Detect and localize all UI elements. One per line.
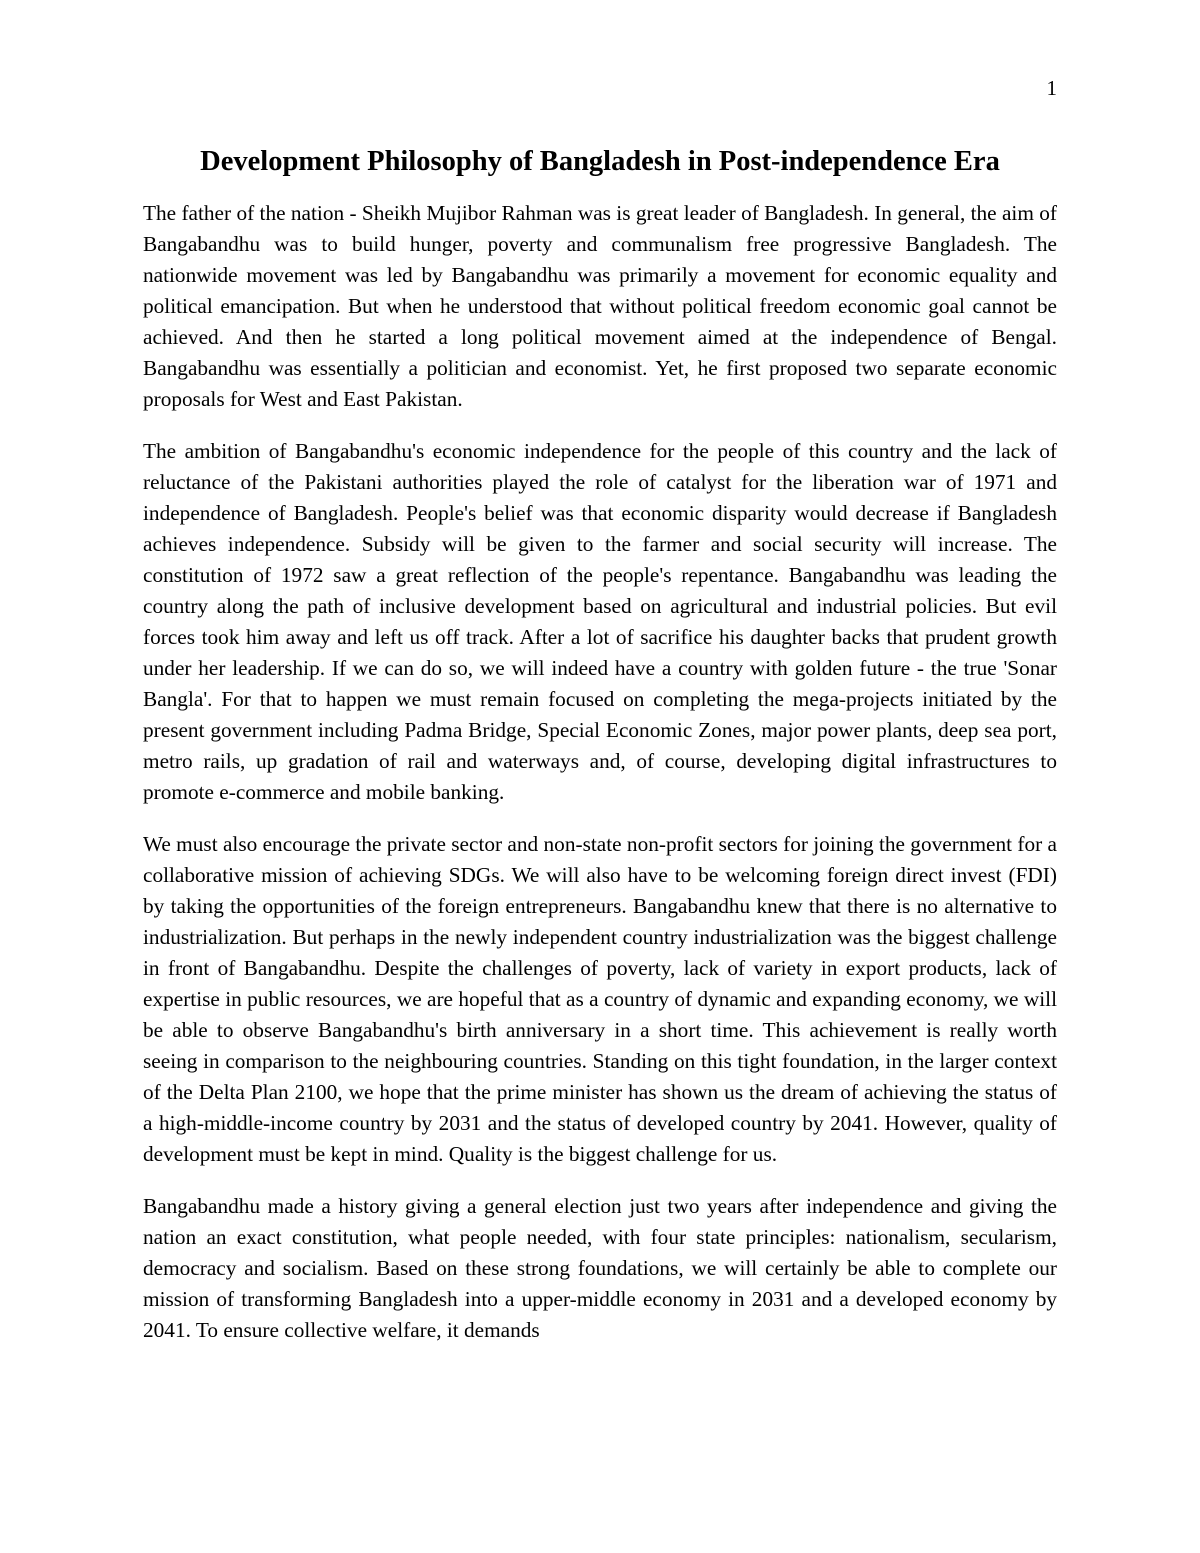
paragraph-3: We must also encourage the private sector and non-state non-profit sectors for joining the government for a collaborative mission of achieving SDGs. We will also have to be welcoming foreign direct invest (FDI) by taking the opportunities of the foreign entrepreneurs. Bangabandhu knew that there is no alternative to industrialization. But perhaps in the newly independent country industrialization was the biggest challenge in front of Bangabandhu. Despite the challenges of poverty, lack of variety in export products, lack of expertise in public resources, we are hopeful that as a country of dynamic and expanding economy, we will be able to observe Bangabandhu's birth anniversary in a short time. This achievement is really worth seeing in comparison to the neighbouring countries. Standing on this tight foundation, in the larger context of the Delta Plan 2100, we hope that the prime minister has shown us the dream of achieving the status of a high-middle-income country by 2031 and the status of developed country by 2041. However, quality of development must be kept in mind. Quality is the biggest challenge for us.	[143, 832, 1057, 1166]
page-number: 1	[1046, 76, 1057, 100]
paragraph-4: Bangabandhu made a history giving a general election just two years after independence and giving the nation an exact constitution, what people needed, with four state principles: nationalism, secularism, democracy and socialism. Based on these strong foundations, we will certainly be able to complete our mission of transforming Bangladesh into a upper-middle economy in 2031 and a developed economy by 2041. To ensure collective welfare, it demands	[143, 1194, 1057, 1342]
paragraph-2: The ambition of Bangabandhu's economic independence for the people of this country and the lack of reluctance of the Pakistani authorities played the role of catalyst for the liberation war of 1971 and independence of Bangladesh. People's belief was that economic disparity would decrease if Bangladesh achieves independence. Subsidy will be given to the farmer and social security will increase. The constitution of 1972 saw a great reflection of the people's repentance. Bangabandhu was leading the country along the path of inclusive development based on agricultural and industrial policies. But evil forces took him away and left us off track. After a lot of sacrifice his daughter backs that prudent growth under her leadership. If we can do so, we will indeed have a country with golden future - the true 'Sonar Bangla'. For that to happen we must remain focused on completing the mega-projects initiated by the present government including Padma Bridge, Special Economic Zones, major power plants, deep sea port, metro rails, up gradation of rail and waterways and, of course, developing digital infrastructures to promote e-commerce and mobile banking.	[143, 439, 1057, 804]
document-body	[143, 198, 1057, 1367]
paragraph-1: The father of the nation - Sheikh Mujibor Rahman was is great leader of Bangladesh. In general, the aim of Bangabandhu was to build hunger, poverty and communalism free progressive Bangladesh. The nationwide movement was led by Bangabandhu was primarily a movement for economic equality and political emancipation. But when he understood that without political freedom economic goal cannot be achieved. And then he started a long political movement aimed at the independence of Bengal. Bangabandhu was essentially a politician and economist. Yet, he first proposed two separate economic proposals for West and East Pakistan.	[143, 201, 1057, 411]
document-title: Development Philosophy of Bangladesh in Post-independence Era	[200, 146, 1000, 177]
